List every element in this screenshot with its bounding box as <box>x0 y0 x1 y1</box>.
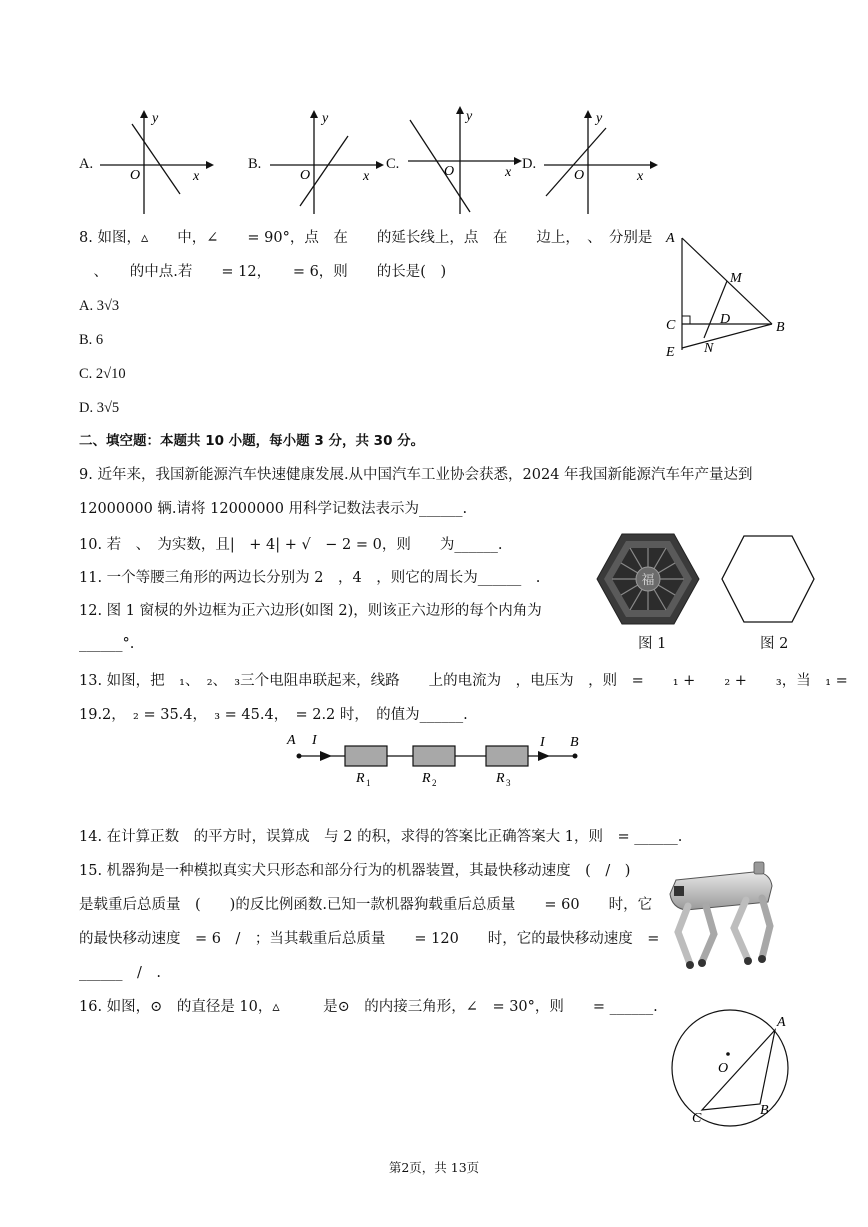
q9-line2: 12000000 辆.请将 12000000 用科学记数法表示为______. <box>79 501 468 517</box>
q12-line2: ______°. <box>79 636 135 652</box>
point-a-label: A <box>666 231 675 246</box>
q8-line1: 8. 如图，▵ 中，∠ = 90°，点 在 的延长线上，点 在 边上， 、 分别是 <box>79 230 653 246</box>
center-o-label: O <box>718 1061 729 1076</box>
origin-label: O <box>130 168 141 183</box>
option-d-label: D. <box>522 156 537 172</box>
graph-a <box>96 108 214 216</box>
q12-line1: 12. 图 1 窗棂的外边框为正六边形(如图 2)，则该正六边形的每个内角为 <box>79 603 542 619</box>
q8-option-c: C. 2√10 <box>79 366 126 382</box>
y-axis-label: y <box>152 111 159 126</box>
q16-line1: 16. 如图，⊙ 的直径是 10，▵ 是⊙ 的内接三角形，∠ = 30°，则 = ______. <box>79 999 658 1015</box>
option-c-label: C. <box>386 156 400 172</box>
origin-label: O <box>300 168 311 183</box>
x-axis-label: x <box>637 169 644 184</box>
current-left-label: I <box>312 733 317 748</box>
option-b-label: B. <box>248 156 262 172</box>
r3-label: R <box>496 771 505 786</box>
q8-option-a: A. 3√3 <box>79 298 120 314</box>
origin-label: O <box>444 164 455 179</box>
hexagon-figure <box>720 534 816 624</box>
circuit-diagram <box>282 730 592 792</box>
graph-d <box>540 108 658 216</box>
q11-text: 11. 一个等腰三角形的两边长分别为 2 ，4 ，则它的周长为______ . <box>79 570 541 586</box>
r1-label: R <box>356 771 365 786</box>
point-c-label: C <box>692 1111 702 1126</box>
fig2-caption: 图 2 <box>760 636 789 652</box>
section-fill-in-heading: 二、填空题：本题共 10 小题，每小题 3 分，共 30 分。 <box>79 433 425 449</box>
r2-sub: 2 <box>432 778 437 788</box>
point-a-label: A <box>777 1015 786 1030</box>
r3-sub: 3 <box>506 778 511 788</box>
graph-c <box>404 104 522 216</box>
q8-option-b: B. 6 <box>79 332 104 348</box>
y-axis-label: y <box>596 111 603 126</box>
point-c-label: C <box>666 318 676 333</box>
q8-triangle-figure <box>660 226 794 362</box>
q16-circle-figure <box>664 1004 800 1132</box>
graph-b <box>266 108 384 216</box>
robot-dog-photo <box>658 858 788 974</box>
q8-line2: 、 的中点.若 = 12， = 6，则 的长是( ) <box>79 264 447 280</box>
terminal-b-label: B <box>570 735 579 750</box>
page-footer: 第2页，共 13页 <box>388 1160 480 1175</box>
point-b-label: B <box>776 320 785 335</box>
q13-line1: 13. 如图，把 ₁、 ₂、 ₃三个电阻串联起来，线路 上的电流为 ，电压为 ，则 = ₁ + ₂ + ₃，当 ₁ = <box>79 673 848 689</box>
x-axis-label: x <box>193 169 200 184</box>
y-axis-label: y <box>466 109 473 124</box>
q15-line2: 是载重后总质量 ( )的反比例函数.已知一款机器狗载重后总质量 = 60 时，它 <box>79 897 653 913</box>
q13-line2: 19.2， ₂ = 35.4， ₃ = 45.4， = 2.2 时， 的值为______. <box>79 707 468 723</box>
q15-line1: 15. 机器狗是一种模拟真实犬只形态和部分行为的机器装置，其最快移动速度 ( / ) <box>79 863 631 879</box>
terminal-a-label: A <box>287 733 296 748</box>
r1-sub: 1 <box>366 778 371 788</box>
q14-text: 14. 在计算正数 的平方时，误算成 与 2 的积，求得的答案比正确答案大 1，则 = ______. <box>79 829 683 845</box>
q8-option-d: D. 3√5 <box>79 400 120 416</box>
fig1-caption: 图 1 <box>638 636 667 652</box>
point-m-label: M <box>730 271 742 286</box>
x-axis-label: x <box>363 169 370 184</box>
q15-line4: ______ / . <box>79 965 161 981</box>
option-a-label: A. <box>79 156 94 172</box>
point-b-label: B <box>760 1103 769 1118</box>
window-char: 福 <box>641 573 655 588</box>
y-axis-label: y <box>322 111 329 126</box>
current-right-label: I <box>540 735 545 750</box>
r2-label: R <box>422 771 431 786</box>
point-d-label: D <box>720 312 731 327</box>
q10-text: 10. 若 、 为实数，且| + 4| + √ − 2 = 0，则 为______. <box>79 537 503 553</box>
point-e-label: E <box>666 345 675 360</box>
window-lattice-photo <box>596 532 700 626</box>
x-axis-label: x <box>505 165 512 180</box>
q15-line3: 的最快移动速度 = 6 / ；当其载重后总质量 = 120 时，它的最快移动速度 = <box>79 931 660 947</box>
origin-label: O <box>574 168 585 183</box>
point-n-label: N <box>704 341 714 356</box>
q9-line1: 9. 近年来，我国新能源汽车快速健康发展.从中国汽车工业协会获悉，2024 年我国新能源汽车年产量达到 <box>79 467 753 483</box>
